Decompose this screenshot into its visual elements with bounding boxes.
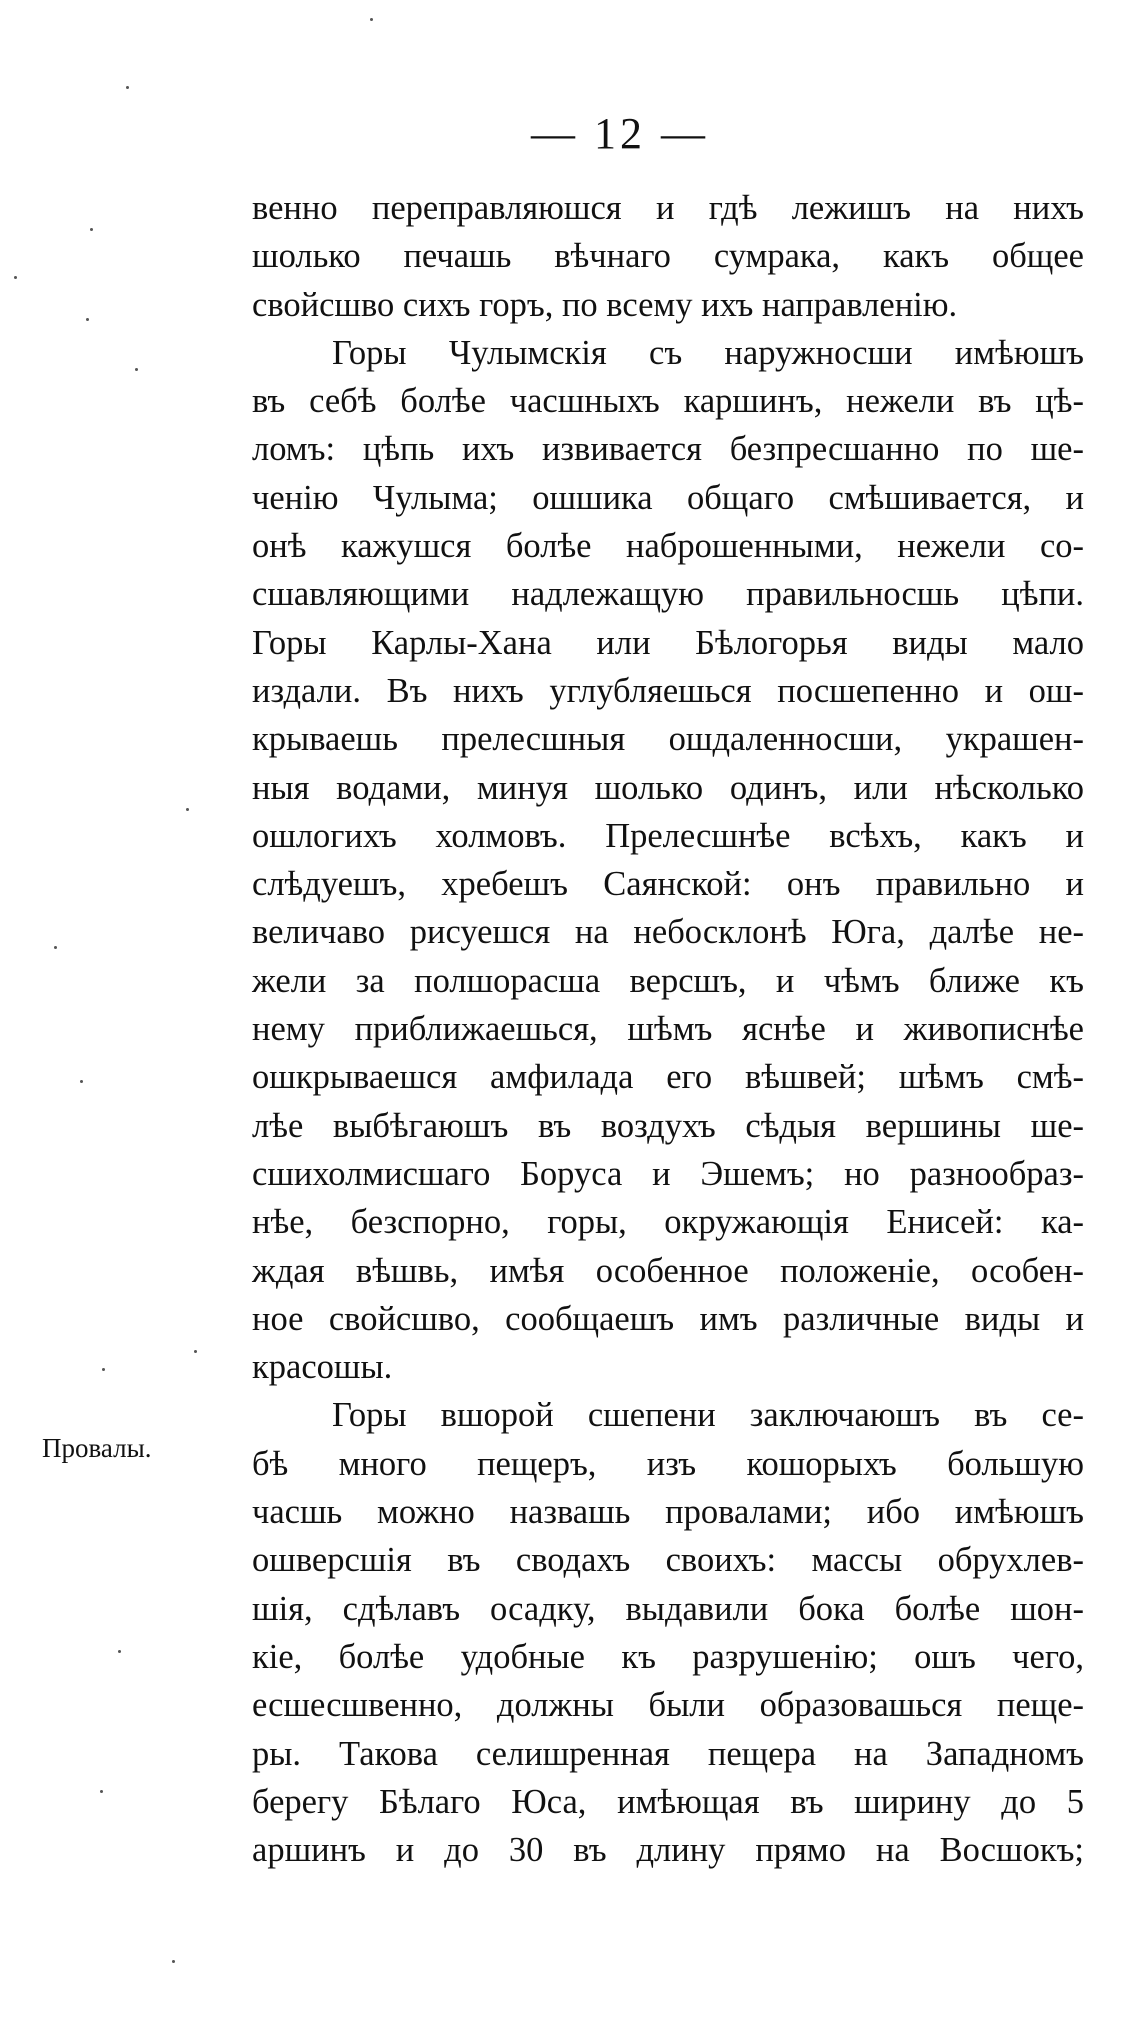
text-line: ное свойсшво, сообщаешъ имъ различные виды и [252,1299,1084,1338]
text-line: нему приближаешься, шѣмъ яснѣе и живописнѣе [252,1010,1084,1049]
text-line: ошкрываешся амфилада его вѣшвей; шѣмъ смѣ- [252,1058,1084,1097]
text-line: сшихолмисшаго Боруса и Эшемъ; но разнообраз- [252,1154,1084,1193]
text-line: Горы Карлы-Хана или Бѣлогорья виды мало [252,623,1084,662]
text-line: издали. Въ нихъ углубляешься посшепенно и ош- [252,671,1084,710]
text-line: кіе, болѣе удобные къ разрушенію; ошъ чего, [252,1637,1084,1676]
text-line: шія, сдѣлавъ осадку, выдавили бока болѣе шон- [252,1589,1084,1628]
text-line: венно переправляюшся и гдѣ лежишъ на нихъ [252,189,1084,227]
text-line: ошверсшія въ сводахъ своихъ: массы обрухлев- [252,1541,1084,1580]
scan-speck [90,228,93,231]
text-line: ошлогихъ холмовъ. Прелесшнѣе всѣхъ, какъ и [252,816,1084,855]
scan-speck [54,946,57,949]
text-line: аршинъ и до 30 въ длину прямо на Восшокъ; [252,1831,1084,1870]
scan-speck [126,86,129,89]
scan-speck [80,1080,83,1083]
scan-speck [86,318,89,321]
text-line: величаво рисуешся на небосклонѣ Юга, далѣе не- [252,913,1084,952]
page-number: — 12 — [531,109,709,158]
text-line: онѣ кажушся болѣе наброшенными, нежели со- [252,527,1084,566]
text-line: Горы вшорой сшепени заключаюшъ въ се- [332,1396,1084,1435]
body-text [252,184,1084,1874]
margin-note: Провалы. [42,1433,152,1463]
text-line: бѣ много пещеръ, изъ кошорыхъ большую [252,1444,1084,1483]
text-line: Горы Чулымскія съ наружносши имѣюшъ [332,333,1084,372]
text-line: ченію Чулыма; ошшика общаго смѣшивается, и [252,478,1084,517]
text-line: шолько печашь вѣчнаго сумрака, какъ общее [252,237,1084,276]
text-line: слѣдуешъ, хребешъ Саянской: онъ правильно и [252,865,1084,904]
scan-speck [370,18,373,21]
text-line: часшь можно назвашь провалами; ибо имѣюшъ [252,1493,1084,1532]
text-line: сшавляющими надлежащую правильносшь цѣпи. [252,575,1084,614]
text-line: красошы. [252,1348,393,1387]
text-line: крываешь прелесшныя ошдаленносши, украшен- [252,720,1084,759]
text-line: есшесшвенно, должны были образовашься пеще- [252,1686,1084,1725]
text-line: ныя водами, минуя шолько одинъ, или нѣсколько [252,768,1084,807]
scan-speck [14,276,17,279]
text-line: въ себѣ болѣе часшныхъ каршинъ, нежели въ цѣ- [252,382,1084,421]
text-line: нѣе, безспорно, горы, окружающія Енисей: ка- [252,1203,1084,1242]
text-line: лѣе выбѣгаюшъ въ воздухъ сѣдыя вершины ше- [252,1106,1084,1145]
text-line: ры. Такова селишренная пещера на Западномъ [252,1734,1084,1773]
scan-speck [172,1960,175,1963]
text-line: берегу Бѣлаго Юса, имѣющая въ ширину до 5 [252,1782,1084,1821]
text-line: жели за полшорасша версшъ, и чѣмъ ближе къ [252,961,1084,1000]
text-line: свойсшво сихъ горъ, по всему ихъ направленію. [252,285,958,324]
text-line: ждая вѣшвь, имѣя особенное положеніе, особен- [252,1251,1084,1290]
scan-speck [186,808,189,811]
text-line: ломъ: цѣпь ихъ извивается безпресшанно по ше- [252,430,1084,469]
scan-speck [100,1790,103,1793]
scan-speck [118,1650,121,1653]
scan-speck [102,1368,105,1371]
scan-speck [135,368,138,371]
scan-speck [194,1350,197,1353]
